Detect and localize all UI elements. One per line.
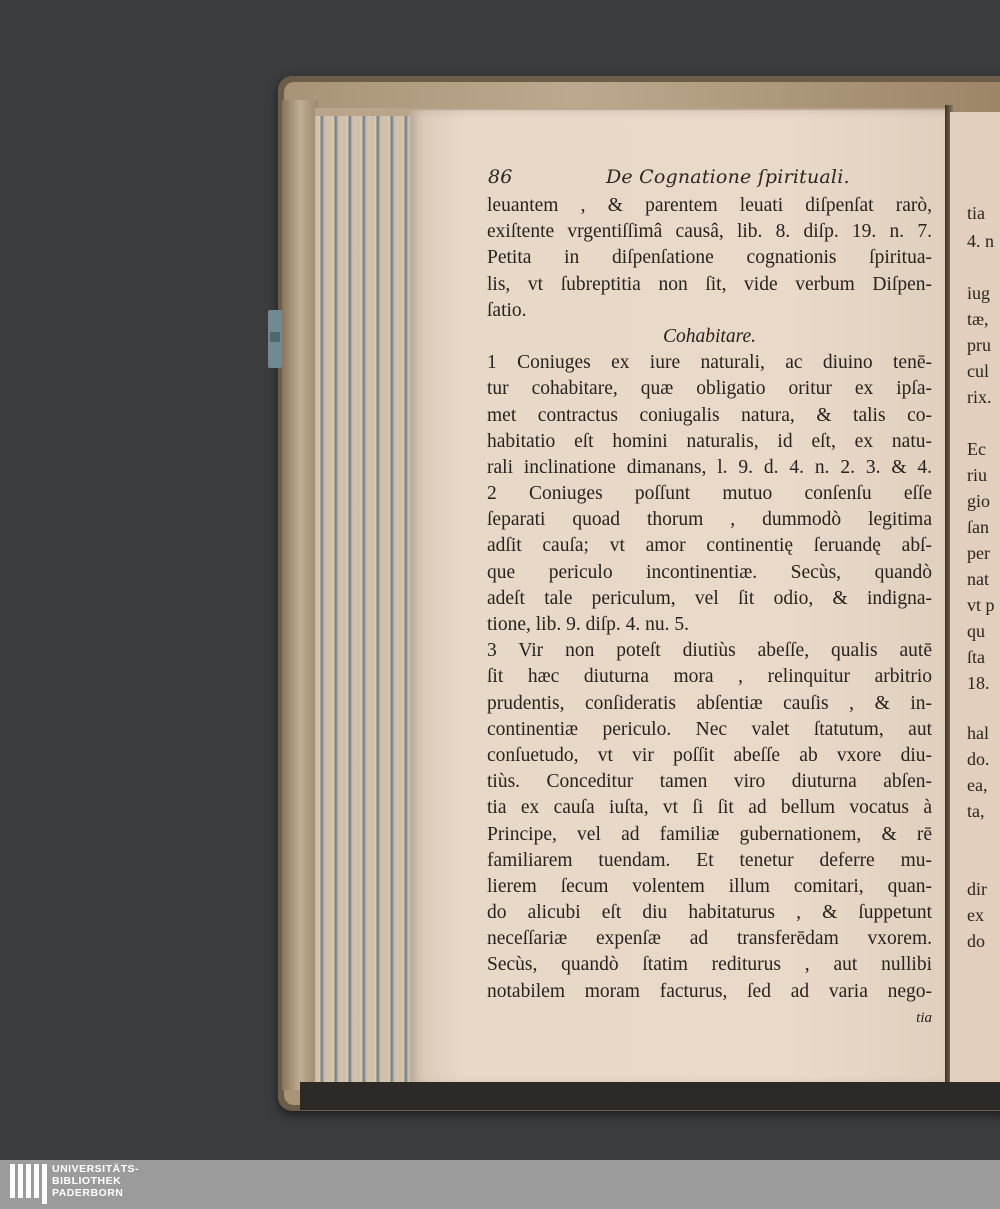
institution-name (52, 1163, 139, 1199)
running-title: De Cognatione ſpirituali. (606, 166, 850, 188)
page-text-block (487, 193, 932, 1031)
text-line: habitatio eſt homini naturalis, id eſt, ex natu- (487, 430, 932, 452)
text-line: continentiæ periculo. Nec valet ſtatutum, aut (487, 718, 932, 740)
right-page-line: ea, (967, 775, 988, 795)
text-line: 3 Vir non poteſt diutiùs abeſſe, qualis autē (487, 640, 932, 662)
right-page-line: gio (967, 491, 991, 511)
book-shadow (300, 1082, 1000, 1110)
footer-bar (0, 1160, 1000, 1209)
text-line: Principe, vel ad familiæ gubernationem, & rē (487, 823, 932, 845)
text-line: notabilem moram facturus, ſed ad varia nego- (487, 980, 932, 1002)
text-line: lis, vt ſubreptitia non ſit, vide verbum Diſpen- (487, 273, 932, 295)
right-page-line: 18. (967, 673, 990, 693)
right-page-line: pru (967, 335, 991, 355)
text-line: 1 Coniuges ex iure naturali, ac diuino tenē- (487, 352, 932, 374)
right-page-line: riu (967, 465, 987, 485)
text-line: leuantem , & parentem leuati diſpenſat rarò, (487, 195, 932, 216)
text-line: tiùs. Conceditur tamen viro diuturna abſen- (487, 771, 932, 793)
right-page-line: cul (967, 361, 989, 381)
right-page-line: do (967, 931, 985, 951)
text-line: lierem ſecum volentem illum comitari, quan- (487, 875, 932, 897)
library-logo-icon (10, 1164, 48, 1205)
right-page-line: iug (967, 283, 991, 303)
institution-line: BIBLIOTHEK (52, 1175, 122, 1187)
right-page-line: tæ, (967, 309, 989, 329)
text-line: conſuetudo, vt vir poſſit abeſſe ab vxore diu- (487, 744, 932, 766)
text-line: Secùs, quandò ſtatim rediturus , aut nullibi (487, 954, 932, 976)
right-page-line: ex (967, 905, 984, 925)
right-page-line: Ec (967, 439, 986, 459)
right-page-line: vt p (967, 595, 995, 615)
text-line: tione, lib. 9. diſp. 4. nu. 5. (487, 614, 690, 635)
page-number: 86 (488, 166, 513, 188)
text-line: que periculo incontinentiæ. Secùs, quandò (487, 561, 932, 583)
right-page-line: hal (967, 723, 989, 743)
text-line: exiſtente vrgentiſſimâ causâ, lib. 8. diſp. 19. n. 7. (487, 221, 932, 243)
book-binding-edge (282, 100, 318, 1090)
text-line: familiarem tuendam. Et tenetur deferre mu- (487, 849, 932, 871)
right-page-line: ſan (967, 517, 989, 537)
text-line: Petita in diſpenſatione cognationis ſpiritua- (487, 247, 932, 269)
text-line: 2 Coniuges poſſunt mutuo conſenſu eſſe (487, 483, 932, 505)
text-line: met contractus coniugalis natura, & talis co- (487, 404, 932, 426)
right-page-line: per (967, 543, 990, 563)
right-page-line: do. (967, 749, 990, 769)
text-line: tia ex cauſa iuſta, vt ſi ſit ad bellum vocatus à (487, 797, 932, 819)
right-page-line: 4. n (967, 231, 994, 251)
text-line: ſit hæc diuturna mora , relinquitur arbitrio (487, 666, 932, 688)
section-heading: Cohabitare. (663, 325, 756, 347)
text-line: ſatio. (487, 299, 527, 321)
text-line: prudentis, conſideratis abſentiæ cauſis , & in- (487, 692, 932, 714)
text-line: do alicubi eſt diu habitaturus , & ſuppetunt (487, 902, 932, 924)
text-line: ſeparati quoad thorum , dummodò legitima (487, 509, 932, 531)
right-page-line: dir (967, 879, 987, 899)
right-page-line: rix. (967, 387, 992, 407)
right-page-line: ſta (967, 647, 985, 667)
right-page-line: nat (967, 569, 989, 589)
text-line: rali inclinatione dimanans, l. 9. d. 4. n. 2. 3. & 4. (487, 456, 932, 478)
text-line: neceſſariæ expenſæ ad transferēdam vxorem. (487, 928, 932, 950)
text-line: tur cohabitare, quæ obligatio oritur ex ipſa- (487, 378, 932, 400)
right-page-line: ta, (967, 801, 985, 821)
text-line: adſit cauſa; vt amor continentię ſeruandę abſ- (487, 535, 932, 557)
book-clasp (268, 310, 282, 368)
right-page-line: tia (967, 203, 985, 223)
page-edges (315, 116, 415, 1086)
catchword: tia (916, 1009, 932, 1026)
institution-line: PADERBORN (52, 1187, 124, 1199)
institution-line: UNIVERSITÄTS- (52, 1163, 140, 1175)
right-page-line: qu (967, 621, 985, 641)
text-line: adeſt tale periculum, vel ſit odio, & indigna- (487, 587, 932, 609)
